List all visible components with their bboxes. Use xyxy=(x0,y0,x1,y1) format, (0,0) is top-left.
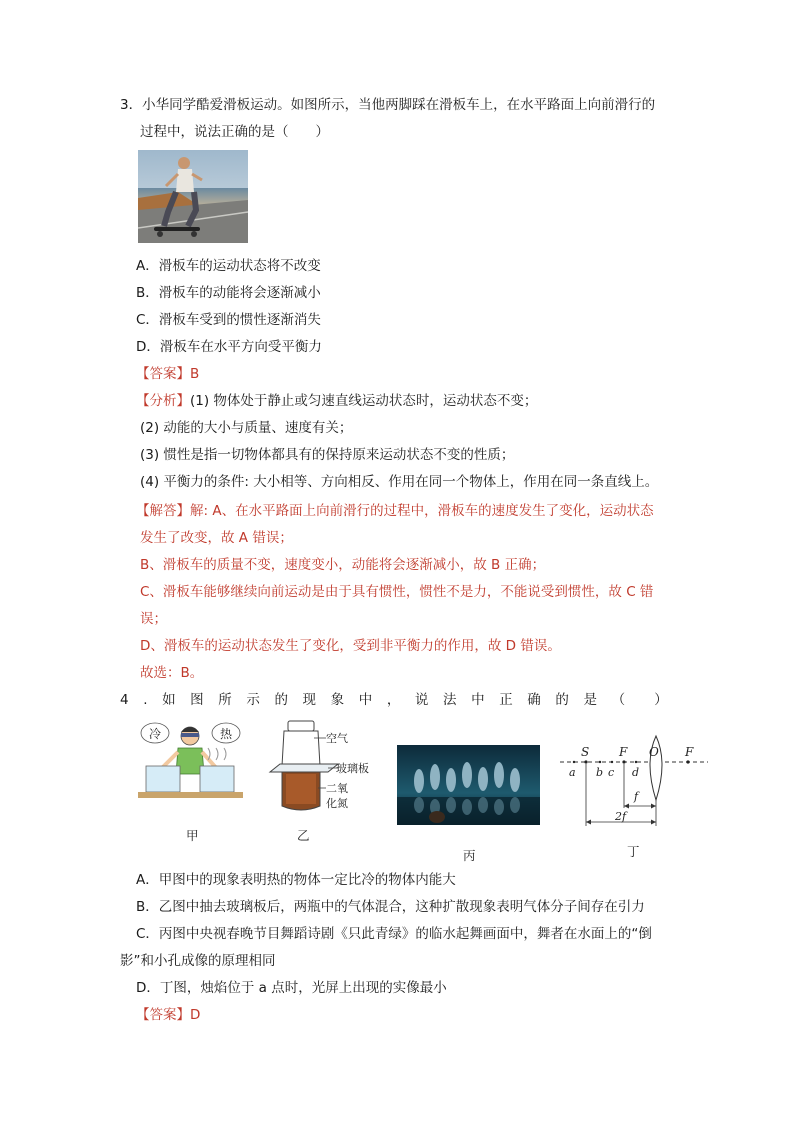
label-air: 空气 xyxy=(326,732,348,745)
q3-analysis-1 xyxy=(136,391,537,411)
figure-ding-lens-diagram xyxy=(560,734,710,834)
q3-choose: 故选：B。 xyxy=(140,665,204,681)
q4-stem-char: . xyxy=(143,692,148,708)
label-O: O xyxy=(649,745,659,759)
q4-stem xyxy=(120,690,668,710)
q4-answer xyxy=(136,1005,200,1025)
label-no2-line1: 二氧 xyxy=(326,782,348,795)
q4-stem-char: 的 xyxy=(555,692,569,708)
q3-option-d: D．滑板车在水平方向受平衡力 xyxy=(136,339,322,355)
q3-solution-6: D、滑板车的运动状态发生了变化，受到非平衡力的作用，故 D 错误。 xyxy=(140,638,561,654)
q4-stem-char: ） xyxy=(654,692,668,708)
q4-option-c-line1: C．丙图中央视春晚节目舞蹈诗剧《只此青绿》的临水起舞画面中，舞者在水面上的“倒 xyxy=(136,926,652,942)
q4-stem-char: 如 xyxy=(162,692,176,708)
q3-stem-line1: 3．小华同学酷爱滑板运动。如图所示，当他两脚踩在滑板车上，在水平路面上向前滑行的 xyxy=(120,97,656,113)
q3-analysis-4: (4) 平衡力的条件: 大小相等、方向相反、作用在同一个物体上，作用在同一条直线上。 xyxy=(140,474,659,490)
q4-stem-char: 中 xyxy=(471,692,485,708)
label-cold: 冷 xyxy=(149,727,162,741)
q3-solution-4: C、滑板车能够继续向前运动是由于具有惯性，惯性不是力，不能说受到惯性，故 C 错 xyxy=(140,584,654,600)
skateboarder-photo xyxy=(138,150,248,243)
q3-option-c: C．滑板车受到的惯性逐渐消失 xyxy=(136,312,321,328)
q4-stem-char: 象 xyxy=(330,692,345,708)
q4-stem-char: 的 xyxy=(274,692,288,708)
q3-analysis-2: (2) 动能的大小与质量、速度有关； xyxy=(140,420,353,436)
q4-stem-char: 4 xyxy=(120,692,129,708)
q4-stem-char: 示 xyxy=(246,692,260,708)
q4-stem-char: 法 xyxy=(443,692,457,708)
q4-option-c-line2: 影”和小孔成像的原理相同 xyxy=(120,953,276,969)
label-d: d xyxy=(632,766,640,779)
solution-text: 解: A、在水平路面上向前滑行的过程中，滑板车的速度发生了变化，运动状态 xyxy=(190,503,654,519)
label-no2-line2: 化氮 xyxy=(326,797,348,810)
q3-stem-line2: 过程中，说法正确的是（ ） xyxy=(140,124,329,140)
caption-yi: 乙 xyxy=(297,828,310,843)
answer-tag: 【答案】 xyxy=(136,366,190,382)
label-S: S xyxy=(581,745,590,759)
caption-jia: 甲 xyxy=(186,828,199,843)
q4-stem-char: ， xyxy=(386,692,401,708)
answer-tag: 【答案】 xyxy=(136,1007,190,1023)
q3-solution-5: 误； xyxy=(140,611,167,627)
label-F2: F xyxy=(685,745,694,759)
q4-stem-char: 现 xyxy=(302,692,317,708)
solution-tag: 【解答】 xyxy=(136,503,190,519)
q3-answer xyxy=(136,364,199,384)
q4-option-d: D．丁图，烛焰位于 a 点时，光屏上出现的实像最小 xyxy=(136,980,447,996)
q3-option-b: B．滑板车的动能将会逐渐减小 xyxy=(136,285,321,301)
q4-stem-char: 确 xyxy=(527,692,541,708)
q4-stem-char: 所 xyxy=(218,692,232,708)
label-a: a xyxy=(569,766,576,779)
analysis-text: (1) 物体处于静止或匀速直线运动状态时，运动状态不变； xyxy=(190,393,538,409)
answer-value: D xyxy=(190,1007,201,1023)
q4-stem-char: （ xyxy=(611,692,626,708)
q3-option-a: A．滑板车的运动状态将不改变 xyxy=(136,258,321,274)
q4-stem-char: 说 xyxy=(414,692,429,708)
caption-bing: 丙 xyxy=(463,848,476,863)
q3-analysis-3: (3) 惯性是指一切物体都具有的保持原来运动状态不变的性质； xyxy=(140,447,515,463)
q3-solution-2: 发生了改变，故 A 错误； xyxy=(140,530,293,546)
q4-option-b: B．乙图中抽去玻璃板后，两瓶中的气体混合，这种扩散现象表明气体分子间存在引力 xyxy=(136,899,645,915)
figure-jia xyxy=(138,720,243,800)
q4-option-a: A．甲图中的现象表明热的物体一定比冷的物体内能大 xyxy=(136,872,456,888)
label-f: f xyxy=(634,790,639,803)
label-2f: 2f xyxy=(615,810,627,823)
q3-solution-1 xyxy=(136,501,654,521)
answer-value: B xyxy=(190,366,200,382)
q4-stem-char: 是 xyxy=(583,692,597,708)
label-b: b xyxy=(596,766,604,779)
label-glass: 玻璃板 xyxy=(336,762,369,775)
caption-ding: 丁 xyxy=(627,844,640,859)
label-hot: 热 xyxy=(220,727,233,741)
analysis-tag: 【分析】 xyxy=(136,393,190,409)
q4-stem-char: 图 xyxy=(190,692,204,708)
q3-solution-3: B、滑板车的质量不变，速度变小，动能将会逐渐减小，故 B 正确； xyxy=(140,557,546,573)
q4-stem-char: 中 xyxy=(358,692,373,708)
label-c: c xyxy=(608,766,615,779)
q4-stem-char: 正 xyxy=(499,692,513,708)
label-F1: F xyxy=(619,745,628,759)
figure-yi xyxy=(268,718,378,818)
figure-bing-dance-photo xyxy=(397,745,540,825)
